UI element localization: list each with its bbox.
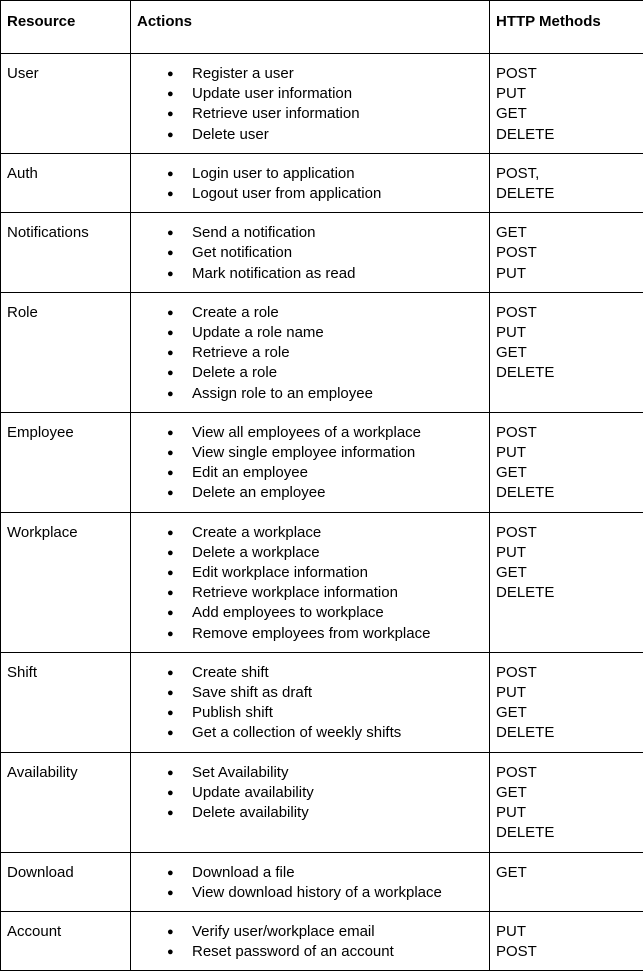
methods-cell [490,652,643,752]
action-item: ● Retrieve user information [137,104,483,124]
header-actions: Actions [131,1,490,54]
actions-list [137,523,483,644]
http-method: POST [496,663,637,683]
http-method: POST [496,423,637,443]
resource-cell: Shift [1,652,131,752]
action-item: ● Create a workplace [137,523,483,543]
action-item: ● Retrieve a role [137,343,483,363]
http-method: POST [496,64,637,84]
http-method: PUT [496,264,637,284]
actions-list [137,303,483,404]
action-item: ● View all employees of a workplace [137,423,483,443]
http-method: POST [496,942,637,962]
table-row [1,512,643,652]
action-item: ● Update availability [137,783,483,803]
resource-cell: Availability [1,752,131,852]
actions-cell [131,852,490,911]
actions-cell [131,512,490,652]
action-item: ● Verify user/workplace email [137,922,483,942]
resource-cell: Notifications [1,213,131,293]
methods-cell [490,412,643,512]
methods-cell [490,153,643,212]
table-row [1,652,643,752]
http-method: DELETE [496,125,637,145]
action-item: ● Delete a role [137,363,483,383]
action-item: ● Delete an employee [137,483,483,503]
http-method: GET [496,463,637,483]
action-item: ● Mark notification as read [137,264,483,284]
actions-list [137,164,483,204]
http-method: GET [496,563,637,583]
actions-cell [131,213,490,293]
http-method: GET [496,863,637,883]
action-item: ● Retrieve workplace information [137,583,483,603]
table-row [1,153,643,212]
http-method: DELETE [496,363,637,383]
methods-cell [490,752,643,852]
http-method: POST, [496,164,637,184]
table-row [1,412,643,512]
http-method: GET [496,703,637,723]
methods-cell [490,852,643,911]
header-http-methods: HTTP Methods [490,1,643,54]
action-item: ● Delete a workplace [137,543,483,563]
resource-cell: Download [1,852,131,911]
resource-cell: Employee [1,412,131,512]
actions-cell [131,752,490,852]
resource-cell: Workplace [1,512,131,652]
action-item: ● Update user information [137,84,483,104]
actions-cell [131,54,490,154]
table-row [1,852,643,911]
http-method: DELETE [496,184,637,204]
action-item: ● Edit an employee [137,463,483,483]
action-item: ● View single employee information [137,443,483,463]
resource-cell: User [1,54,131,154]
methods-cell [490,512,643,652]
actions-list [137,223,483,284]
table-row [1,54,643,154]
action-item: ● Update a role name [137,323,483,343]
http-method: POST [496,523,637,543]
resource-cell: Account [1,911,131,970]
actions-cell [131,153,490,212]
methods-cell [490,911,643,970]
http-method: PUT [496,84,637,104]
resource-cell: Role [1,292,131,412]
actions-list [137,863,483,903]
methods-cell [490,54,643,154]
actions-cell [131,652,490,752]
action-item: ● Publish shift [137,703,483,723]
action-item: ● Create a role [137,303,483,323]
http-method: PUT [496,443,637,463]
actions-list [137,423,483,504]
resource-cell: Auth [1,153,131,212]
actions-cell [131,911,490,970]
actions-list [137,763,483,824]
action-item: ● Logout user from application [137,184,483,204]
action-item: ● Assign role to an employee [137,384,483,404]
http-method: POST [496,763,637,783]
table-header-row [1,1,643,54]
table-row [1,911,643,970]
http-method: PUT [496,543,637,563]
http-method: PUT [496,683,637,703]
action-item: ● Add employees to workplace [137,603,483,623]
http-method: PUT [496,803,637,823]
action-item: ● Reset password of an account [137,942,483,962]
http-method: PUT [496,323,637,343]
actions-list [137,663,483,744]
http-method: GET [496,104,637,124]
http-method: GET [496,223,637,243]
actions-cell [131,412,490,512]
table-row [1,213,643,293]
action-item: ● Login user to application [137,164,483,184]
methods-cell [490,292,643,412]
http-method: DELETE [496,823,637,843]
http-method: GET [496,343,637,363]
table-row [1,292,643,412]
action-item: ● Save shift as draft [137,683,483,703]
action-item: ● Download a file [137,863,483,883]
http-method: POST [496,303,637,323]
action-item: ● Delete availability [137,803,483,823]
table-row [1,752,643,852]
methods-cell [490,213,643,293]
http-method: DELETE [496,723,637,743]
table-body [1,54,643,971]
http-method: DELETE [496,483,637,503]
action-item: ● Send a notification [137,223,483,243]
action-item: ● Get a collection of weekly shifts [137,723,483,743]
header-resource: Resource [1,1,131,54]
actions-list [137,64,483,145]
action-item: ● Create shift [137,663,483,683]
actions-cell [131,292,490,412]
actions-list [137,922,483,962]
http-method: POST [496,243,637,263]
http-method: GET [496,783,637,803]
action-item: ● Get notification [137,243,483,263]
http-method: DELETE [496,583,637,603]
http-method: PUT [496,922,637,942]
action-item: ● Set Availability [137,763,483,783]
action-item: ● Edit workplace information [137,563,483,583]
action-item: ● Remove employees from workplace [137,624,483,644]
action-item: ● Delete user [137,125,483,145]
action-item: ● Register a user [137,64,483,84]
action-item: ● View download history of a workplace [137,883,483,903]
